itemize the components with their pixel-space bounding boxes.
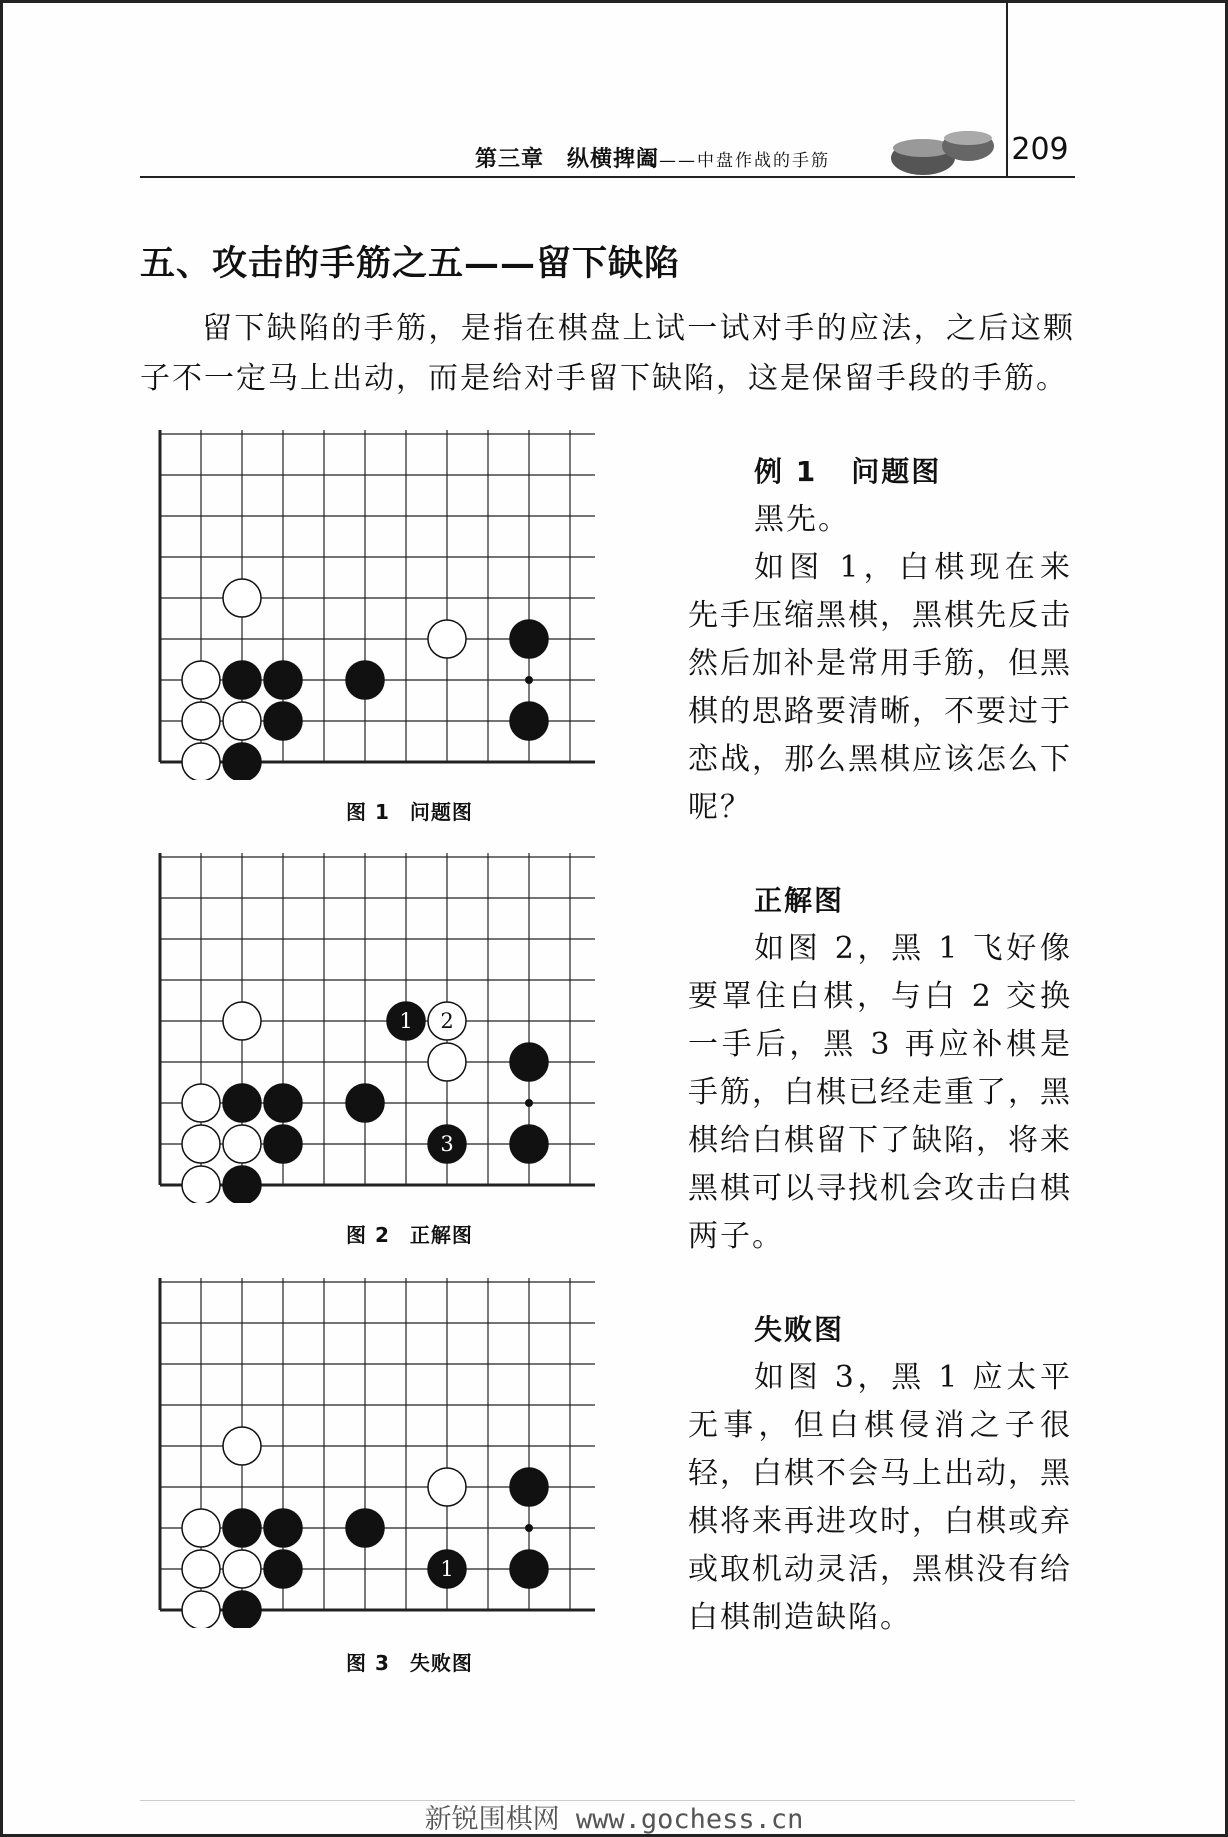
black-stone [264,1550,302,1588]
correct-solution-paragraph: 如图 2，黑 1 飞好像要罩住白棋，与白 2 交换一手后，黑 3 再应补棋是手筋，白棋已经走重了，黑棋给白棋留下了缺陷，将来黑棋可以寻找机会攻击白棋两子。 [688,931,1072,1254]
move-number-label: 2 [440,1009,454,1033]
figure-2-title: 正解图 [409,1223,473,1247]
black-stone [264,661,302,699]
white-stone [223,1550,261,1588]
white-stone [182,743,220,780]
black-stone [346,661,384,699]
black-stone [510,702,548,740]
white-stone [223,1427,261,1465]
star-point [525,1099,533,1107]
running-header [475,142,830,173]
black-stone [264,1084,302,1122]
header-rule [140,176,1075,178]
black-stone [510,1468,548,1506]
section-title: 五、攻击的手筋之五——留下缺陷 [140,243,681,284]
example-1-heading [688,448,1072,496]
move-number-label: 1 [440,1557,454,1581]
white-stone [182,1550,220,1588]
figure-3-caption [346,1647,473,1676]
white-stone [428,1468,466,1506]
black-stone [223,1591,261,1628]
failure-paragraph: 如图 3，黑 1 应太平无事，但白棋侵消之子很轻，白棋不会马上出动，黑棋将来再进攻时，白棋或弃或取机动灵活，黑棋没有给白棋制造缺陷。 [688,1360,1072,1635]
black-stone [223,743,261,780]
example-1-line-1: 黑先。 [754,502,850,537]
go-bowls-icon [888,118,998,178]
black-stone [510,1550,548,1588]
black-stone [510,1125,548,1163]
white-stone [223,1002,261,1040]
example-1-paragraph: 如图 1，白棋现在来先手压缩黑棋，黑棋先反击然后加补是常用手筋，但黑棋的思路要清晰，不要过于恋战，那么黑棋应该怎么下呢？ [688,550,1072,825]
white-stone [182,1509,220,1547]
black-stone [346,1084,384,1122]
white-stone [223,1125,261,1163]
figure-2-label: 图 2 [346,1223,390,1247]
figure-3-label: 图 3 [346,1651,390,1675]
failure-heading: 失败图 [754,1313,845,1346]
chapter-subtitle: ——中盘作战的手筋 [659,151,831,171]
black-stone [223,661,261,699]
figure-1-caption [346,796,473,825]
failure-text [688,1306,1072,1642]
black-stone [264,702,302,740]
black-stone [223,1509,261,1547]
white-stone [182,702,220,740]
black-stone [223,1084,261,1122]
figure-1-title: 问题图 [409,800,473,824]
black-stone [346,1509,384,1547]
star-point [525,1524,533,1532]
figure-1-label: 图 1 [346,800,390,824]
black-stone [510,1043,548,1081]
star-point [525,676,533,684]
example-1-heading-title: 问题图 [851,455,942,488]
go-diagram-2 [158,853,648,1203]
white-stone [428,620,466,658]
white-stone [182,1084,220,1122]
white-stone [182,1166,220,1203]
move-number-label: 1 [399,1009,413,1033]
black-stone [510,620,548,658]
white-stone [223,579,261,617]
correct-solution-text [688,877,1072,1261]
intro-paragraph: 留下缺陷的手筋，是指在棋盘上试一试对手的应法，之后这颗子不一定马上出动，而是给对手留下缺陷，这是保留手段的手筋。 [140,311,1075,396]
chapter-title: 第三章 纵横捭阖 [475,147,660,172]
move-number-label: 3 [440,1132,454,1156]
watermark: 新锐围棋网 www.gochess.cn [424,1804,804,1835]
white-stone [182,1591,220,1628]
go-diagram-1 [158,430,648,780]
figure-2-caption [346,1219,473,1248]
go-diagram-3 [158,1278,648,1628]
correct-solution-heading: 正解图 [754,884,845,917]
white-stone [182,661,220,699]
example-1-text [688,448,1072,832]
white-stone [223,702,261,740]
black-stone [223,1166,261,1203]
figure-3-title: 失败图 [409,1651,473,1675]
black-stone [264,1125,302,1163]
black-stone [264,1509,302,1547]
example-1-heading-label: 例 1 [754,455,818,488]
page-number: 209 [1011,132,1069,167]
white-stone [182,1125,220,1163]
white-stone [428,1043,466,1081]
